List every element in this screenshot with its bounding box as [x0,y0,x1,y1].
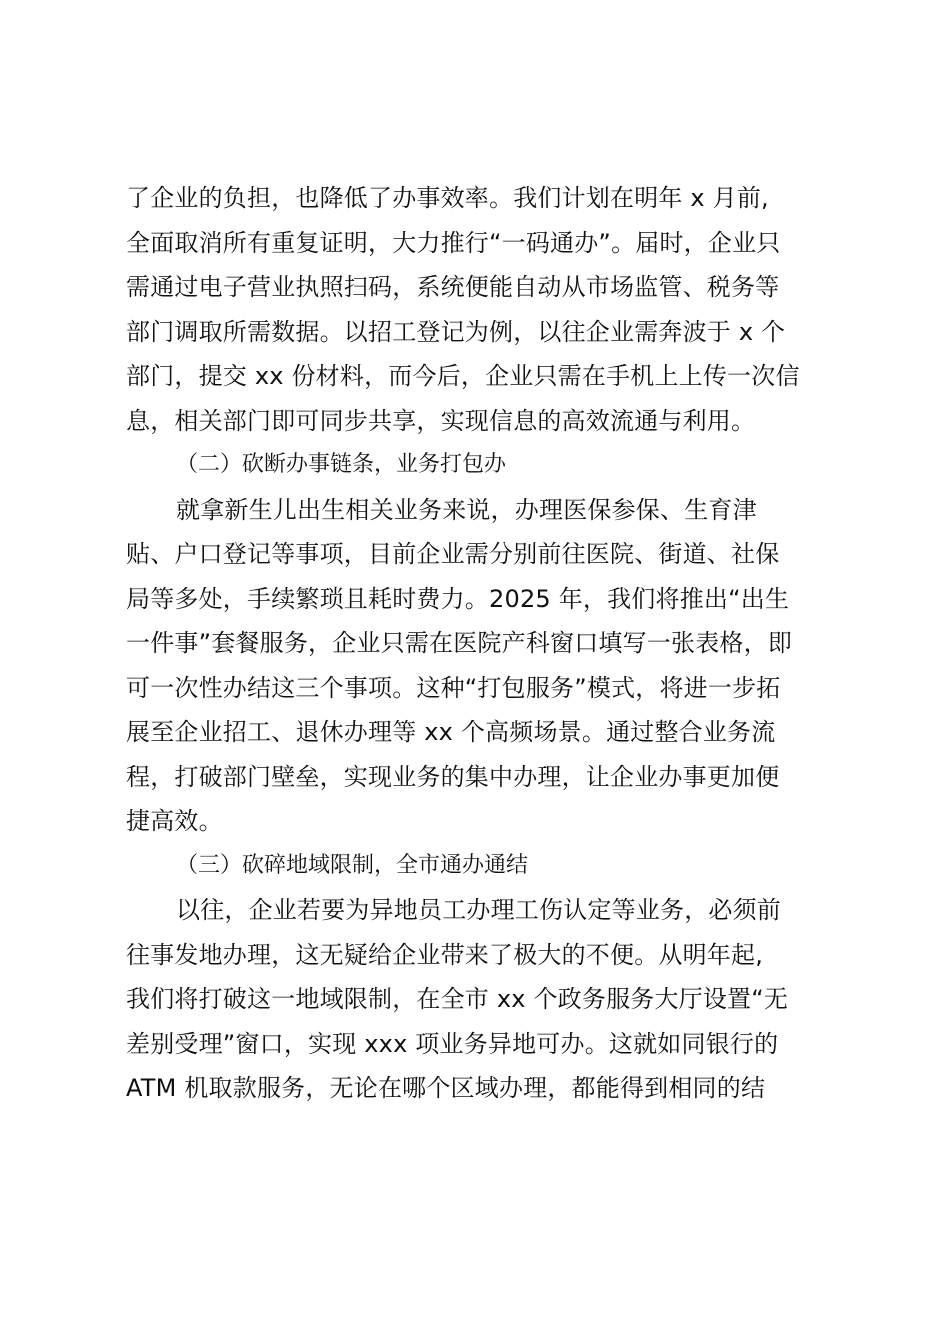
text-line: 展至企业招工、退休办理等 xx 个高频场景。通过整合业务流 [126,718,776,746]
text-line: ATM 机取款服务，无论在哪个区域办理，都能得到相同的结 [126,1074,766,1102]
text-line: 息，相关部门即可同步共享，实现信息的高效流通与利用。 [126,406,756,435]
text-line: 可一次性办结这三个事项。这种“打包服务”模式，将进一步拓 [126,673,781,702]
text-line: 了企业的负担，也降低了办事效率。我们计划在明年 x 月前, [126,184,769,212]
document-page [126,176,838,1111]
text-line: 局等多处，手续繁琐且耗时费力。2025 年，我们将推出“出生 [126,584,790,613]
text-line: 一件事”套餐服务，企业只需在医院产科窗口填写一张表格，即 [126,629,793,657]
text-line: 我们将打破这一地域限制，在全市 xx 个政务服务大厅设置“无 [126,985,789,1013]
section-heading: （三）砍碎地域限制，全市通办通结 [176,852,529,878]
text-line: 需通过电子营业执照扫码，系统便能自动从市场监管、税务等 [126,273,780,301]
text-line: 部门调取所需数据。以招工登记为例，以往企业需奔波于 x 个 [126,317,786,346]
text-line: 就拿新生儿出生相关业务来说，办理医保参保、生育津 [176,495,757,524]
text-line: 捷高效。 [126,807,223,835]
text-line: 部门，提交 xx 份材料，而今后，企业只需在手机上上传一次信 [126,362,800,390]
text-line: 贴、户口登记等事项，目前企业需分别前往医院、街道、社保 [126,540,780,568]
text-line: 程，打破部门壁垒，实现业务的集中办理，让企业办事更加便 [126,762,780,791]
text-line: 全面取消所有重复证明，大力推行“一码通办”。届时，企业只 [126,228,781,257]
text-line: 以往，企业若要为异地员工办理工伤认定等业务，必须前 [176,896,781,924]
text-line: 往事发地办理，这无疑给企业带来了极大的不便。从明年起, [126,940,764,969]
text-line: 差别受理”窗口，实现 xxx 项业务异地可办。这就如同银行的 [126,1029,779,1058]
section-heading: （二）砍断办事链条，业务打包办 [176,452,507,477]
